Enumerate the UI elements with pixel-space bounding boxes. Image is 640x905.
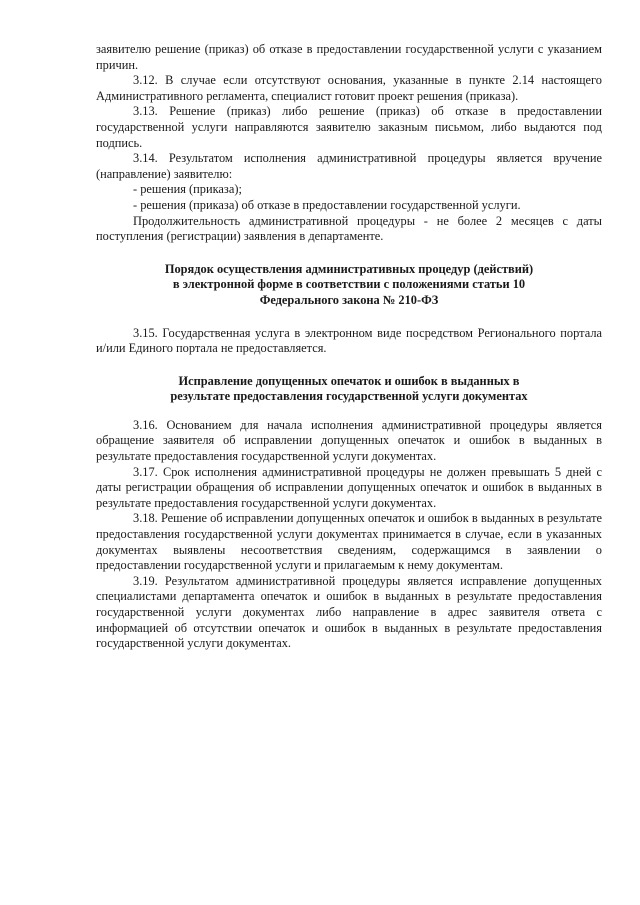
heading-line: Федерального закона № 210-ФЗ bbox=[259, 292, 439, 307]
list-item-decision: - решения (приказа); bbox=[133, 182, 242, 197]
document-body bbox=[96, 42, 602, 652]
heading-line: Порядок осуществления административных процедур (действий) bbox=[164, 261, 534, 276]
section-heading-electronic bbox=[96, 262, 602, 309]
paragraph-3-15: 3.15. Государственная услуга в электронном виде посредством Регионального портала и/или Единого портала не предоставляется. bbox=[96, 325, 602, 356]
paragraph-3-16: 3.16. Основанием для начала исполнения административной процедуры является обращение заявителя об исправлении допущенных опечаток и ошибок в выданных в результате предоставления государственной услуги документах. bbox=[96, 417, 602, 464]
paragraph-3-17: 3.17. Срок исполнения административной процедуры не должен превышать 5 дней с даты регистрации обращения об исправлении допущенных опечаток и ошибок в выданных в результате предоставления государственной услуги документах. bbox=[96, 464, 602, 510]
paragraph-3-14: 3.14. Результатом исполнения административной процедуры является вручение (направление) заявителю: bbox=[96, 151, 602, 181]
list-item-refusal: - решения (приказа) об отказе в предоставлении государственной услуги. bbox=[133, 197, 521, 212]
paragraph-continuation: заявителю решение (приказ) об отказе в предоставлении государственной услуги с указанием причин. bbox=[96, 42, 602, 72]
paragraph-3-13: 3.13. Решение (приказ) либо решение (приказ) об отказе в предоставлении государственной услуги направляются заявителю заказным письмом, либо выдаются под подпись. bbox=[96, 104, 602, 150]
section-heading-corrections bbox=[96, 374, 602, 405]
paragraph-3-18: 3.18. Решение об исправлении допущенных опечаток и ошибок в выданных в результате предоставления государственной услуги документах принимается в случае, если в указанных документах выявлены несоответствия сведениям, содержащимся в заявлении о предоставлении государственной услуги и прилагаемым к нему документам. bbox=[96, 511, 602, 573]
heading-line: Исправление допущенных опечаток и ошибок в выданных в bbox=[178, 373, 520, 388]
heading-line: в электронной форме в соответствии с положениями статьи 10 bbox=[172, 277, 526, 292]
paragraph-duration: Продолжительность административной процедуры - не более 2 месяцев с даты поступления (регистрации) заявления в департаменте. bbox=[96, 213, 602, 244]
paragraph-3-19: 3.19. Результатом административной процедуры является исправление допущенных специалистами департамента опечаток и ошибок в выданных в результате предоставления государственной услуги документах либо направление в адрес заявителя ответа с информацией об отсутствии опечаток и ошибок в выданных в результате предоставления государственной услуги документах. bbox=[96, 573, 602, 651]
heading-line: результате предоставления государственной услуги документах bbox=[170, 389, 528, 404]
paragraph-3-12: 3.12. В случае если отсутствуют основания, указанные в пункте 2.14 настоящего Административного регламента, специалист готовит проект решения (приказа). bbox=[96, 73, 602, 103]
